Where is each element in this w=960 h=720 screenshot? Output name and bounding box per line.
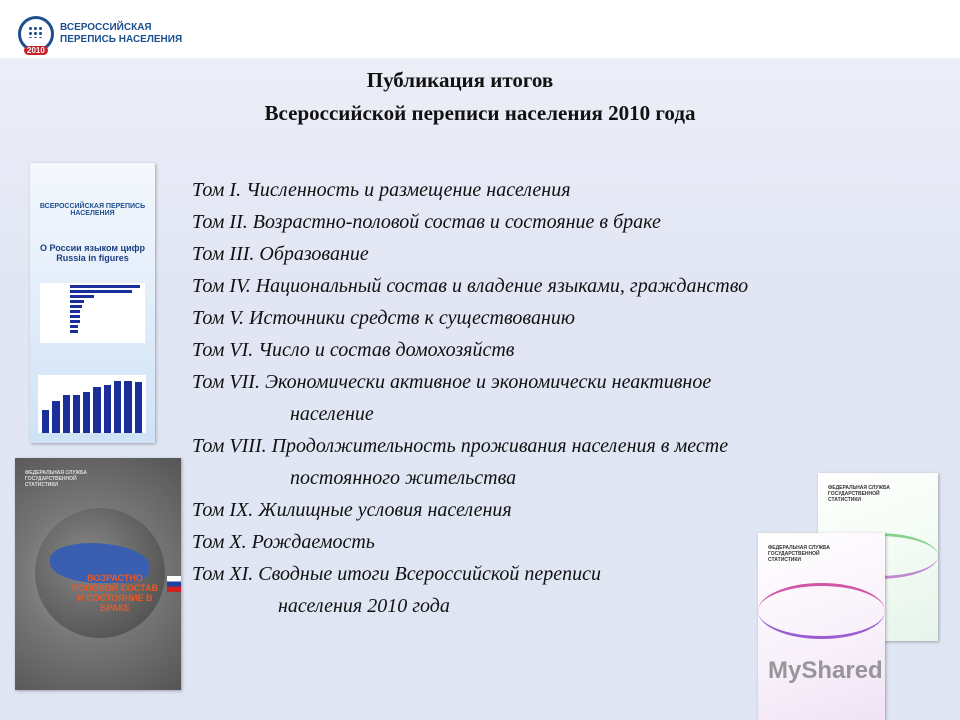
logo-line1: ВСЕРОССИЙСКАЯ [60, 22, 152, 33]
booklet-title: О России языком цифр [39, 243, 145, 253]
volume-item-continued: постоянного жительства [290, 467, 517, 489]
census-logo [18, 16, 183, 55]
header-band [0, 0, 960, 58]
booklet-subtitle: Russia in figures [56, 253, 129, 263]
title-line2: Всероссийской переписи населения 2010 года [264, 101, 696, 125]
volume2-cover: ФЕДЕРАЛЬНАЯ СЛУЖБА ГОСУДАРСТВЕННОЙ СТАТИСТИКИ ВОЗРАСТНО ПОЛОВОЙ СОСТАВ И СОСТОЯНИЕ В БРАКЕ [15, 458, 181, 690]
watermark: MyShared [768, 657, 883, 684]
volumes-list [192, 174, 748, 622]
volume-cover-purple: ФЕДЕРАЛЬНАЯ СЛУЖБА ГОСУДАРСТВЕННОЙ СТАТИСТИКИ [758, 533, 885, 720]
booklet-bar-graphic [40, 283, 145, 343]
volume-item: Том IX. Жилищные условия населения [192, 499, 512, 521]
slide-title [0, 64, 960, 130]
volume-item-continued: население [290, 403, 374, 425]
volume-item: Том V. Источники средств к существованию [192, 307, 575, 329]
volume-item: Том III. Образование [192, 243, 369, 265]
flag-graphic [167, 576, 181, 592]
logo-line2: ПЕРЕПИСЬ НАСЕЛЕНИЯ [60, 34, 183, 45]
volume-cover-green: ФЕДЕРАЛЬНАЯ СЛУЖБА ГОСУДАРСТВЕННОЙ СТАТИСТИКИ [818, 473, 938, 641]
volume-item: Том VII. Экономически активное и экономически неактивное [192, 371, 712, 393]
volume-item: Том X. Рождаемость [192, 531, 375, 553]
census-logo-icon: 2010 [18, 16, 54, 52]
volume-item: Том II. Возрастно-половой состав и состояние в браке [192, 211, 661, 233]
booklet-column-graphic [38, 375, 146, 433]
title-line1: Публикация итогов [366, 68, 554, 92]
volume-item: Том VI. Число и состав домохозяйств [192, 339, 515, 361]
volume-item: Том XI. Сводные итоги Всероссийской переписи [192, 563, 602, 585]
volume-item: Том I. Численность и размещение населения [192, 179, 571, 201]
booklet-header: ВСЕРОССИЙСКАЯ ПЕРЕПИСЬ НАСЕЛЕНИЯ [39, 203, 146, 217]
booklet-cover-russia-in-figures [30, 163, 155, 443]
volume-item: Том VIII. Продолжительность проживания населения в месте [192, 435, 729, 457]
volume2-title: ВОЗРАСТНО ПОЛОВОЙ СОСТАВ И СОСТОЯНИЕ В БРАКЕ [71, 573, 159, 613]
volume-item: Том IV. Национальный состав и владение языками, гражданство [192, 275, 749, 297]
volume-item-continued: населения 2010 года [278, 595, 450, 617]
